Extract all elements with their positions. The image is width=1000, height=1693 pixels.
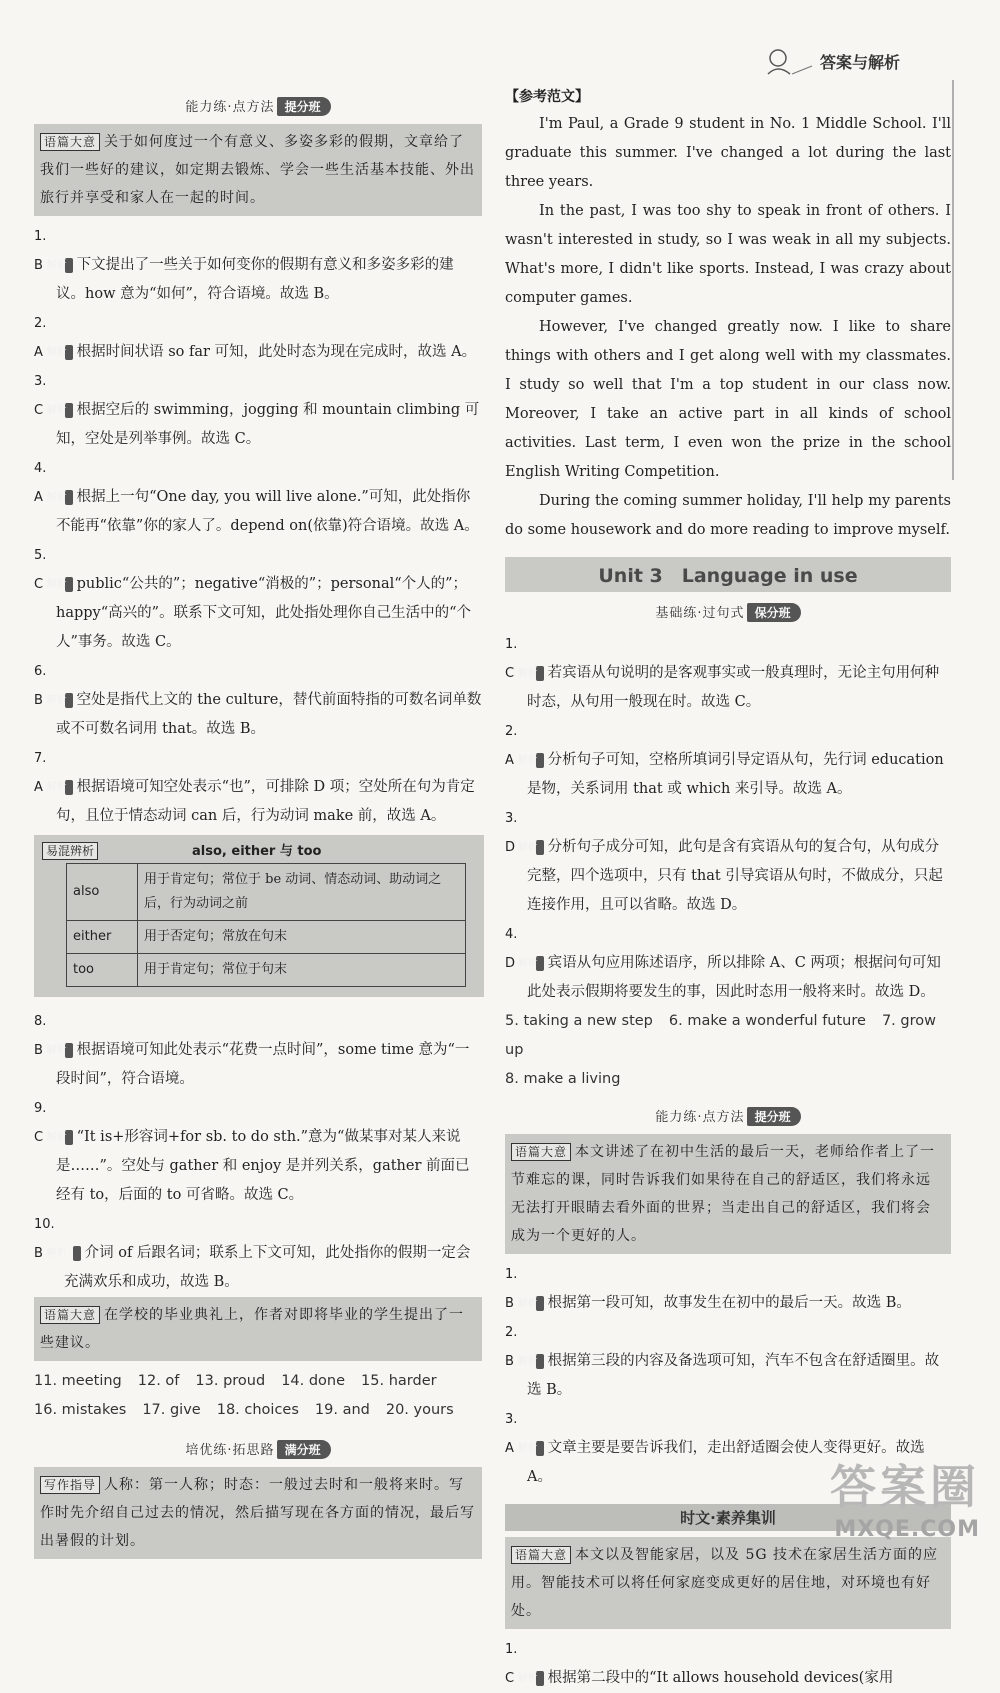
summary-tag: 语篇大意 [40, 133, 100, 151]
answer-item: 1. C 解析 若宾语从句说明的是客观事实或一般真理时，无论主句用何种时态，从句用一般现在时。故选 C。 [505, 637, 940, 710]
essay-paragraph: During the coming summer holiday, I'll help my parents do some housework and do more reading to improve myself. [505, 493, 951, 538]
passage-summary-2: 语篇大意 在学校的毕业典礼上，作者对即将毕业的学生提出了一些建议。 [34, 1297, 482, 1361]
answer-item: 4. A 解析 根据上一句“One day, you will live alone.”可知，此处指你不能再“依靠”你的家人了。depend on(依靠)符合语境。故选 A。 [34, 461, 479, 534]
answer-item: 1. B 解析 下文提出了一些关于如何变你的假期有意义和多姿多彩的建议。how 意为“如何”，符合语境。故选 B。 [34, 229, 454, 302]
answer-item: 6. B 解析 空处是指代上文的 the culture，替代前面特指的可数名词单数或不可数名词用 that。故选 B。 [34, 664, 482, 737]
left-column [34, 92, 482, 1565]
answer-item: 8. B 解析 根据语境可知此处表示“花费一点时间”，some time 意为“一段时间”，符合语境。 [34, 1014, 470, 1087]
table-row: either 用于否定句；常放在句末 [67, 921, 466, 954]
answer-item: 3. C 解析 根据空后的 swimming，jogging 和 mountain climbing 可知，空处是列举事例。故选 C。 [34, 374, 480, 447]
model-essay [505, 110, 951, 545]
answer-item: 7. A 解析 根据语境可知空处表示“也”，可排除 D 项；空处所在句为肯定句，且位于情态动词 can 后，行为动词 make 前，故选 A。 [34, 751, 475, 824]
unit-title: Unit 3 Language in use [505, 557, 951, 592]
fill-answers-row: 16. mistakes 17. give 18. choices 19. and 20. yours [34, 1402, 454, 1418]
answer-item: 1. B 解析 根据第一段可知，故事发生在初中的最后一天。故选 B。 [505, 1267, 911, 1311]
page-header [760, 44, 980, 84]
essay-paragraph: However, I've changed greatly now. I like to share things with others and I get along well with my classmates. I study so well that I'm a top student in our class now. Moreover, I take an active part in all kinds of school activities. Last term, I even won the prize in the school English Writing Competition. [505, 319, 951, 480]
fill-answers-row: 8. make a living [505, 1071, 621, 1087]
table-title: also, either 与 too [192, 844, 322, 859]
answer-item: 9. C 解析 “It is+形容词+for sb. to do sth.”意为“做某事对某人来说是……”。空处与 gather 和 enjoy 是并列关系，gather 前面已经有 to，后面的 to 可省略。故选 C。 [34, 1101, 470, 1203]
passage-summary-3: 语篇大意 本文讲述了在初中生活的最后一天，老师给作者上了一节难忘的课，同时告诉我们如果待在自己的舒适区，我们将永远无法打开眼睛去看外面的世界；当走出自己的舒适区，我们将会成为一个更好的人。 [505, 1134, 951, 1254]
table-row: too 用于肯定句；常位于句末 [67, 954, 466, 987]
confusable-words-box [34, 835, 484, 997]
answer-item: 10. B 解析 介词 of 后跟名词；联系上下文可知，此处指你的假期一定会充满欢乐和成功，故选 B。 [34, 1217, 471, 1290]
answer-item: 3. A 解析 文章主要是要告诉我们，走出舒适圈会使人变得更好。故选 A。 [505, 1412, 925, 1485]
table-tag: 易混辨析 [42, 842, 98, 860]
current-text-section-title: 时文·素养集训 [505, 1504, 951, 1531]
section-banner-1: 能力练·点方法 提分班 [34, 96, 482, 116]
answer-item: 1. C 解析 根据第二段中的“It allows household devices(家用 [505, 1642, 894, 1686]
answer-item: 5. C 解析 public“公共的”；negative“消极的”；personal“个人的”；happy“高兴的”。联系下文可知，此处指处理你自己生活中的“个人”事务。故选 C。 [34, 548, 471, 650]
answer-item: 2. A 解析 根据时间状语 so far 可知，此处时态为现在完成时，故选 A。 [34, 316, 477, 360]
essay-paragraph: In the past, I was too shy to speak in front of others. I wasn't interested in study, so I was weak in all my subjects. What's more, I didn't like sports. Instead, I was crazy about computer games. [505, 203, 951, 306]
essay-paragraph: I'm Paul, a Grade 9 student in No. 1 Middle School. I'll graduate this summer. I've changed a lot during the last three years. [505, 116, 951, 190]
section-banner-4: 能力练·点方法 提分班 [505, 1106, 951, 1126]
answer-item: 3. D 解析 分析句子成分可知，此句是含有宾语从句的复合句，从句成分完整，四个选项中，只有 that 引导宾语从句时，不做成分，只起连接作用，且可以省略。故选 D。 [505, 811, 943, 913]
comparison-table [66, 863, 466, 987]
site-watermark: 答案圈 MXQE.COM [830, 1460, 980, 1542]
answer-item: 4. D 解析 宾语从句应用陈述语序，所以排除 A、C 两项；根据问句可知此处表示假期将要发生的事，因此时态用一般将来时。故选 D。 [505, 927, 941, 1000]
passage-summary-4: 语篇大意 本文以及智能家居，以及 5G 技术在家居生活方面的应用。智能技术可以将任何家庭变成更好的居住地，对环境也有好处。 [505, 1537, 951, 1629]
reading-figure-icon [760, 44, 820, 84]
answer-item: 2. A 解析 分析句子可知，空格所填词引导定语从句，先行词 education 是物，关系词用 that 或 which 来引导。故选 A。 [505, 724, 944, 797]
section-banner-2: 培优练·拓思路 满分班 [34, 1439, 482, 1459]
header-title: 答案与解析 [820, 53, 901, 72]
fill-answers-row: 11. meeting 12. of 13. proud 14. done 15. harder [34, 1373, 437, 1389]
table-row: also 用于肯定句；常位于 be 动词、情态动词、助动词之后，行为动词之前 [67, 864, 466, 921]
writing-guide: 写作指导 人称：第一人称；时态：一般过去时和一般将来时。写作时先介绍自己过去的情况，然后描写现在各方面的情况，最后写出暑假的计划。 [34, 1467, 482, 1559]
answer-item: 2. B 解析 根据第三段的内容及备选项可知，汽车不包含在舒适圈里。故选 B。 [505, 1325, 940, 1398]
section-banner-3: 基础练·过句式 保分班 [505, 602, 951, 622]
fill-answers-row: 5. taking a new step 6. make a wonderful future 7. grow up [505, 1013, 936, 1058]
essay-heading: 【参考范文】 [505, 89, 589, 105]
passage-summary-1: 语篇大意 关于如何度过一个有意义、多姿多彩的假期，文章给了我们一些好的建议，如定期去锻炼、学会一些生活基本技能、外出旅行并享受和家人在一起的时间。 [34, 124, 482, 216]
